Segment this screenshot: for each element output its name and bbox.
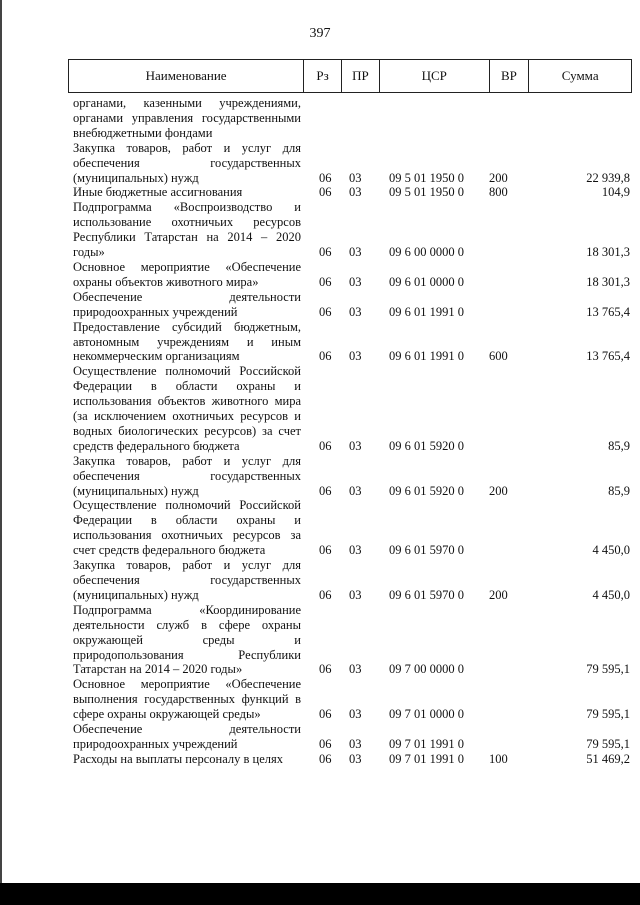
header-vr: ВР <box>490 60 530 92</box>
row-name: Осуществление полномочий Российской Федерации в области охраны и использования объектов животного мира (за исключением охотничьих ресурсов и водных биологических ресурсов) за счет средств федерального бюджета <box>73 364 301 453</box>
row-vr: 800 <box>489 185 508 200</box>
row-pr: 03 <box>349 736 362 751</box>
row-sum: 51 469,2 <box>586 751 630 766</box>
row-sum: 85,9 <box>608 483 630 498</box>
table-row <box>73 290 630 320</box>
header-name: Наименование <box>69 60 304 92</box>
row-pr: 03 <box>349 662 362 677</box>
header-sum: Сумма <box>561 68 599 83</box>
row-name: Закупка товаров, работ и услуг для обеспечения государственных (муниципальных) нужд <box>73 140 301 185</box>
table-row <box>73 200 630 260</box>
row-rz: 06 <box>319 438 332 453</box>
row-sum: 85,9 <box>608 438 630 453</box>
row-rz: 06 <box>319 707 332 722</box>
row-vr: 200 <box>489 170 508 185</box>
row-name: Предоставление субсидий бюджетным, автономным учреждениям и иным некоммерческим организациям <box>73 319 301 364</box>
row-name: Расходы на выплаты персоналу в целях <box>73 751 283 766</box>
row-csr: 09 7 01 0000 0 <box>389 707 464 722</box>
table-row <box>73 558 630 603</box>
row-sum: 79 595,1 <box>586 662 630 677</box>
row-csr: 09 6 01 5920 0 <box>389 438 464 453</box>
row-pr: 03 <box>349 185 362 200</box>
row-csr: 09 7 01 1991 0 <box>389 736 464 751</box>
row-sum: 4 450,0 <box>592 543 630 558</box>
table-row <box>73 185 630 200</box>
scan-bottom-border <box>0 883 640 905</box>
row-name: Основное мероприятие «Обеспечение выполнения государственных функций в сфере охраны окружающей среды» <box>73 677 301 722</box>
row-pr: 03 <box>349 274 362 289</box>
row-csr: 09 6 00 0000 0 <box>389 245 464 260</box>
row-vr: 600 <box>489 349 508 364</box>
row-sum: 79 595,1 <box>586 736 630 751</box>
table-row <box>73 677 630 722</box>
row-vr: 200 <box>489 587 508 602</box>
row-rz: 06 <box>319 185 332 200</box>
row-rz: 06 <box>319 543 332 558</box>
row-sum: 18 301,3 <box>586 245 630 260</box>
row-sum: 18 301,3 <box>586 274 630 289</box>
row-csr: 09 6 01 5970 0 <box>389 587 464 602</box>
row-csr: 09 7 00 0000 0 <box>389 662 464 677</box>
row-pr: 03 <box>349 245 362 260</box>
row-pr: 03 <box>349 587 362 602</box>
table-row <box>73 752 630 767</box>
table-header <box>68 59 632 93</box>
row-name: Подпрограмма «Координирование деятельности служб в сфере охраны окружающей среды и природопользования Республики Татарстан на 2014 – 2020 годы» <box>73 602 301 677</box>
row-pr: 03 <box>349 438 362 453</box>
row-pr: 03 <box>349 170 362 185</box>
table-row <box>73 141 630 186</box>
row-sum: 4 450,0 <box>592 587 630 602</box>
row-name: Обеспечение деятельности природоохранных учреждений <box>73 722 301 751</box>
row-csr: 09 7 01 1991 0 <box>389 751 464 766</box>
table-row <box>73 603 630 678</box>
table-row <box>73 96 630 141</box>
table-row <box>73 498 630 558</box>
row-vr: 100 <box>489 751 508 766</box>
row-rz: 06 <box>319 662 332 677</box>
header-pr: ПР <box>342 60 380 92</box>
row-name: Иные бюджетные ассигнования <box>73 185 243 200</box>
row-csr: 09 6 01 5970 0 <box>389 543 464 558</box>
row-rz: 06 <box>319 349 332 364</box>
row-rz: 06 <box>319 304 332 319</box>
row-rz: 06 <box>319 587 332 602</box>
header-rz: Рз <box>304 60 342 92</box>
row-vr: 200 <box>489 483 508 498</box>
row-rz: 06 <box>319 170 332 185</box>
row-pr: 03 <box>349 751 362 766</box>
row-name: Основное мероприятие «Обеспечение охраны объектов животного мира» <box>73 259 301 289</box>
table-row <box>73 364 630 453</box>
row-name: Закупка товаров, работ и услуг для обеспечения государственных (муниципальных) нужд <box>73 558 301 602</box>
row-name: Осуществление полномочий Российской Федерации в области охраны и использования охотничьих ресурсов за счет средств федерального бюджета <box>73 498 301 558</box>
row-name: Закупка товаров, работ и услуг для обеспечения государственных (муниципальных) нужд <box>73 453 301 498</box>
row-name: Подпрограмма «Воспроизводство и использование охотничьих ресурсов Республики Татарстан на 2014 – 2020 годы» <box>73 200 301 260</box>
row-csr: 09 5 01 1950 0 <box>389 185 464 200</box>
row-pr: 03 <box>349 543 362 558</box>
row-rz: 06 <box>319 751 332 766</box>
row-pr: 03 <box>349 304 362 319</box>
table-row <box>73 320 630 365</box>
table-row <box>73 454 630 499</box>
row-pr: 03 <box>349 349 362 364</box>
row-rz: 06 <box>319 274 332 289</box>
row-sum: 13 765,4 <box>586 349 630 364</box>
row-sum: 13 765,4 <box>586 304 630 319</box>
row-rz: 06 <box>319 736 332 751</box>
row-csr: 09 6 01 0000 0 <box>389 274 464 289</box>
row-name: органами, казенными учреждениями, органами управления государственными внебюджетными фондами <box>73 96 301 140</box>
row-csr: 09 6 01 1991 0 <box>389 349 464 364</box>
row-csr: 09 5 01 1950 0 <box>389 170 464 185</box>
row-rz: 06 <box>319 245 332 260</box>
page-number: 397 <box>309 26 331 41</box>
row-name: Обеспечение деятельности природоохранных учреждений <box>73 289 301 319</box>
row-sum: 79 595,1 <box>586 707 630 722</box>
row-sum: 104,9 <box>601 185 630 200</box>
row-pr: 03 <box>349 707 362 722</box>
header-csr: ЦСР <box>380 60 490 92</box>
table-row <box>73 260 630 290</box>
row-csr: 09 6 01 1991 0 <box>389 304 464 319</box>
row-sum: 22 939,8 <box>586 170 630 185</box>
table-row <box>73 722 630 752</box>
scan-edge <box>0 0 2 905</box>
row-rz: 06 <box>319 483 332 498</box>
row-pr: 03 <box>349 483 362 498</box>
budget-table-body <box>73 96 630 767</box>
row-csr: 09 6 01 5920 0 <box>389 483 464 498</box>
